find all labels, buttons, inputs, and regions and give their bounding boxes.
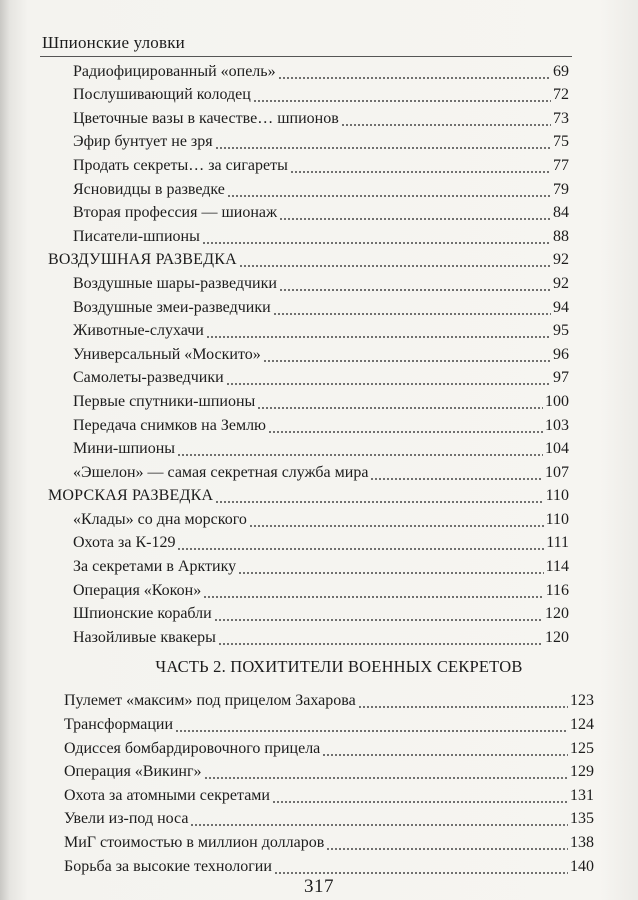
entry-page: 135 (570, 810, 594, 828)
entry-page: 96 (553, 345, 569, 363)
dot-leader (214, 604, 543, 623)
toc-entry (0, 687, 638, 711)
toc-entry (0, 623, 638, 647)
toc-entry (0, 552, 638, 576)
dot-leader (273, 298, 551, 317)
dot-leader (279, 274, 551, 293)
dot-leader (326, 833, 568, 852)
entry-page: 138 (570, 834, 594, 851)
entry-page: 88 (553, 227, 569, 245)
toc-entry (0, 199, 638, 223)
entry-title: «Клады» со дна морского (73, 510, 247, 528)
part-title: ЧАСТЬ 2. ПОХИТИТЕЛИ ВОЕННЫХ СЕКРЕТОВ (155, 656, 523, 676)
page-number: 317 (304, 876, 334, 897)
toc-entry (0, 505, 638, 529)
toc-entry (0, 151, 638, 175)
entry-title: Радиофицированный «опель» (73, 62, 276, 80)
dot-leader (268, 416, 543, 435)
entry-page: 77 (553, 156, 569, 174)
entry-title: Передача снимков на Землю (73, 416, 267, 434)
toc-entry (0, 340, 638, 364)
dot-leader (272, 786, 568, 805)
entry-page: 140 (570, 857, 594, 875)
entry-title: Охота за атомными секретами (64, 786, 270, 804)
entry-page: 72 (553, 86, 569, 104)
toc-entry (0, 128, 638, 152)
toc-entry (0, 600, 638, 624)
toc-group-first (0, 57, 638, 246)
toc-entry (0, 387, 638, 411)
dot-leader (203, 581, 543, 600)
dot-leader (215, 132, 551, 151)
toc-entry (0, 81, 638, 105)
section-page: 110 (545, 487, 569, 505)
toc-entry (0, 293, 638, 317)
toc-entry (0, 852, 638, 876)
toc-entry (0, 269, 638, 293)
toc-entry (0, 411, 638, 435)
toc-group-part2 (0, 687, 638, 876)
toc-entry (0, 805, 638, 829)
entry-title: Пулемет «максим» под прицелом Захарова (64, 692, 356, 710)
dot-leader (239, 250, 551, 269)
dot-leader (215, 486, 543, 505)
entry-title: Шпионские корабли (73, 605, 212, 623)
entry-title: Операция «Викинг» (64, 763, 202, 781)
dot-leader (341, 109, 551, 128)
entry-title: За секретами в Арктику (73, 558, 237, 576)
entry-page: 100 (545, 392, 569, 410)
entry-page: 131 (570, 786, 594, 804)
entry-page: 129 (570, 763, 594, 781)
entry-title: Воздушные шары-разведчики (73, 274, 277, 292)
dot-leader (227, 180, 551, 199)
section-page: 92 (553, 251, 569, 269)
toc-entry (0, 458, 638, 482)
entry-title: Самолеты-разведчики (73, 369, 224, 387)
entry-title: Первые спутники-шпионы (73, 392, 256, 410)
entry-page: 75 (553, 133, 569, 151)
entry-page: 111 (546, 534, 569, 552)
table-of-contents (0, 57, 638, 876)
entry-title: Послушивающий колодец (73, 86, 251, 104)
entry-page: 103 (545, 416, 569, 434)
entry-page: 110 (545, 510, 569, 528)
dot-leader (218, 628, 543, 647)
toc-entry (0, 104, 638, 128)
toc-entry (0, 529, 638, 553)
dot-leader (322, 739, 568, 758)
entry-page: 97 (553, 369, 569, 387)
entry-title: Операция «Кокон» (73, 581, 202, 599)
entry-title: МиГ стоимостью в миллион долларов (64, 834, 325, 851)
toc-entry (0, 781, 638, 805)
dot-leader (190, 809, 568, 828)
entry-page: 124 (570, 716, 594, 734)
entry-title: «Эшелон» — самая секретная служба мира (73, 463, 369, 481)
dot-leader (202, 227, 551, 246)
entry-page: 114 (545, 558, 569, 576)
toc-entry (0, 828, 638, 852)
toc-entry (0, 758, 638, 782)
entry-title: Охота за К-129 (73, 534, 176, 552)
entry-title: Трансформации (64, 716, 174, 734)
entry-page: 123 (570, 692, 594, 710)
toc-entry (0, 435, 638, 459)
entry-title: Борьба за высокие технологии (64, 857, 272, 875)
entry-title: Увели из-под носа (64, 810, 189, 828)
dot-leader (226, 368, 551, 387)
dot-leader (370, 463, 543, 482)
entry-page: 79 (553, 180, 569, 198)
entry-page: 104 (545, 440, 569, 458)
toc-group-air (0, 269, 638, 481)
dot-leader (263, 345, 551, 364)
toc-section-sea (0, 482, 638, 506)
toc-entry (0, 57, 638, 81)
dot-leader (290, 156, 551, 175)
toc-entry (0, 175, 638, 199)
entry-title: Писатели-шпионы (73, 227, 200, 245)
toc-entry (0, 222, 638, 246)
entry-page: 92 (553, 274, 569, 292)
entry-title: Воздушные змеи-разведчики (73, 298, 271, 316)
entry-title: Одиссея бомбардировочного прицела (64, 739, 321, 757)
running-head: Шпионские уловки (42, 33, 185, 52)
entry-page: 120 (545, 628, 569, 646)
entry-title: Назойливые квакеры (73, 628, 216, 646)
entry-title: Универсальный «Москито» (73, 345, 261, 363)
entry-page: 107 (545, 463, 569, 481)
entry-page: 120 (545, 605, 569, 623)
dot-leader (257, 392, 543, 411)
dot-leader (278, 62, 551, 81)
dot-leader (204, 762, 569, 781)
toc-entry (0, 317, 638, 341)
dot-leader (274, 857, 568, 876)
toc-group-sea (0, 505, 638, 647)
toc-entry (0, 710, 638, 734)
dot-leader (238, 557, 543, 576)
toc-entry (0, 364, 638, 388)
dot-leader (177, 533, 544, 552)
dot-leader (177, 439, 543, 458)
toc-entry (0, 734, 638, 758)
entry-title: Эфир бунтует не зря (73, 133, 213, 151)
dot-leader (206, 321, 551, 340)
dot-leader (253, 85, 551, 104)
entry-page: 95 (553, 322, 569, 340)
entry-title: Цветочные вазы в качестве… шпионов (73, 109, 339, 127)
dot-leader (358, 691, 568, 710)
dot-leader (249, 510, 544, 529)
entry-page: 84 (553, 204, 569, 222)
entry-page: 125 (570, 739, 594, 757)
section-title: МОРСКАЯ РАЗВЕДКА (48, 487, 214, 505)
entry-page: 116 (545, 581, 569, 599)
toc-entry (0, 576, 638, 600)
entry-title: Продать секреты… за сигареты (73, 156, 288, 174)
entry-page: 73 (553, 109, 569, 127)
entry-title: Животные-слухачи (73, 322, 204, 340)
entry-title: Мини-шпионы (73, 440, 175, 458)
entry-title: Ясновидцы в разведке (73, 180, 225, 198)
section-title: ВОЗДУШНАЯ РАЗВЕДКА (48, 251, 237, 269)
dot-leader (175, 715, 568, 734)
dot-leader (279, 203, 551, 222)
entry-page: 69 (553, 62, 569, 80)
entry-title: Вторая профессия — шионаж (73, 204, 278, 222)
toc-section-air (0, 246, 638, 270)
entry-page: 94 (553, 298, 569, 316)
